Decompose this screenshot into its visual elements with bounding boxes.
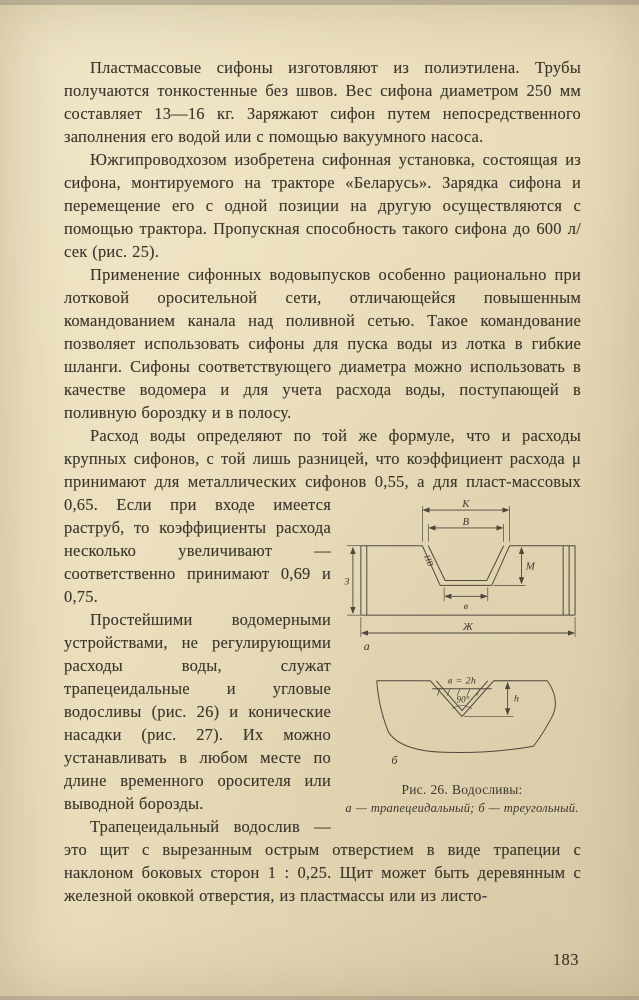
dim-label-b-lower: в: [463, 601, 469, 613]
dim-label-Z: З: [344, 576, 350, 588]
figure-caption-text: а — трапецеидальный; б — треугольный.: [345, 801, 579, 815]
weir-dimension-lines: [353, 510, 574, 633]
paragraph-6: Трапецеидальный водослив — это щит с вырезанным острым отверстием в виде трапеции с наклоном боковых сторон 1 : 0,25. Щит может быть деревянным с железной оковкой отверстия, из пластмассы или из листо-: [64, 817, 581, 905]
dim-label-NV: НВ: [422, 553, 436, 568]
paragraph-4-lead: Расход воды определяют по той же формуле, что и расходы крупных сифонов, с той лишь разницей, что коэффициент расхода μ принимают для металлических сифонов 0,55, а для пласт-: [64, 426, 581, 491]
page-number: 183: [552, 950, 579, 969]
weir-extension-lines: [347, 506, 575, 637]
dim-label-Zh: Ж: [462, 621, 474, 634]
diagram-b-tag: б: [391, 753, 398, 768]
triangular-weir-diagram: [343, 653, 581, 770]
dim-label-depth: h: [513, 693, 520, 705]
dim-label-K: К: [462, 498, 470, 511]
figure-caption: [343, 782, 581, 816]
dim-label-M: М: [525, 560, 536, 573]
paragraph-3: Применение сифонных водовыпусков особенно рационально при лотковой оросительной сети, отличающейся повышенным командованием канала над поливной сетью. Такое командование позволяет использовать сифоны для пуска воды из лотка в гибкие шланги. Сифоны соответствующего диаметра можно использовать в качестве водомера и для учета расхода воды, поступающей в поливную бороздку и в полосу.: [64, 265, 581, 422]
paragraph-1: Пластмассовые сифоны изготовляют из полиэтилена. Трубы получаются тонкостенные без швов. Вес сифона диаметром 250 мм составляет 13—16 кг. Заряжают сифон путем непосредственного заполнения его водой или с помощью вакуумного насоса.: [64, 58, 581, 146]
angle-label: 90°: [456, 694, 470, 705]
scan-edge-bottom: [0, 996, 639, 1000]
trapezoidal-weir-diagram: [343, 496, 581, 653]
dim-label-B-upper: В: [462, 515, 470, 528]
figure-26: [343, 496, 581, 816]
paragraph-4-rest: массовых 0,65. Если при входе имеется раструб, то коэффициенты расхода несколько увеличивают — соответственно принимают 0,69 и 0,75.: [64, 472, 581, 606]
scan-edge-top: [0, 0, 639, 5]
diagram-a-tag: а: [363, 638, 370, 653]
paragraph-2: Южгипроводхозом изобретена сифонная установка, состоящая из сифона, монтируемого на тракторе «Беларусь». Зарядка сифона и перемещение его с одной позиции на другую осуществляются с помощью трактора. Пропускная способность такого сифона до 600 л/сек (рис. 25).: [64, 150, 581, 261]
paragraph-5: Простейшими водомерными устройствами, не регулирующими расходы воды, служат трапецеидальные и угловые водосливы (рис. 26) и конические насадки (рис. 27). Их можно устанавливать в любом месте по длине временного оросителя или выводной борозды.: [64, 610, 331, 813]
dim-label-width: в = 2h: [447, 675, 477, 687]
figure-caption-title: Рис. 26. Водосливы:: [401, 782, 523, 797]
